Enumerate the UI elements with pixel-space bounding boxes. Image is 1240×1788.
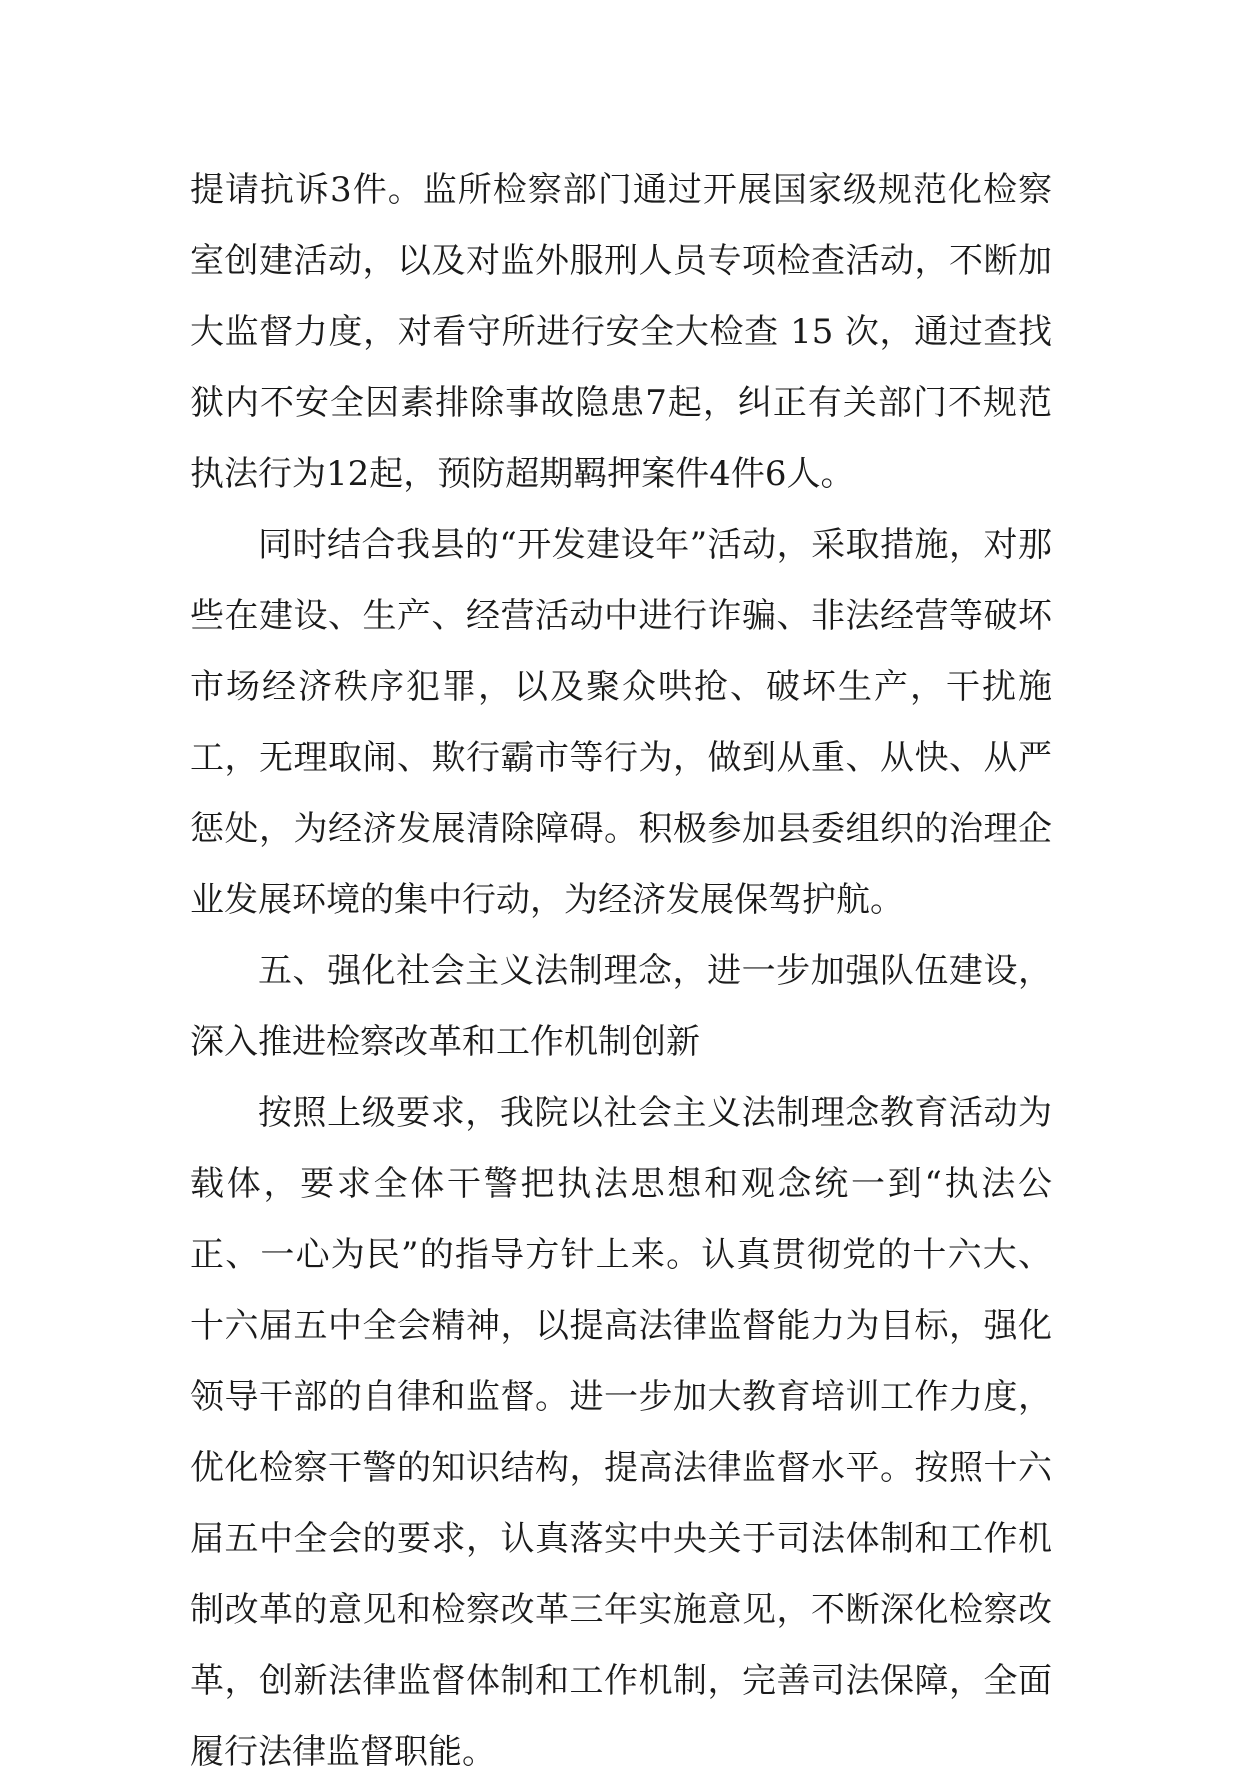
paragraph-team-building: 按照上级要求，我院以社会主义法制理念教育活动为载体，要求全体干警把执法思想和观念统一到“执法公正、一心为民”的指导方针上来。认真贯彻党的十六大、十六届五中全会精神，以提高法律监督能力为目标，强化领导干部的自律和监督。进一步加大教育培训工作力度，优化检察干警的知识结构，提高法律监督水平。按照十六届五中全会的要求，认真落实中央关于司法体制和工作机制改革的意见和检察改革三年实施意见，不断深化检察改革，创新法律监督体制和工作机制，完善司法保障，全面履行法律监督职能。 — [190, 1093, 1052, 1772]
section-heading-five: 五、强化社会主义法制理念，进一步加强队伍建设，深入推进检察改革和工作机制创新 — [190, 951, 1052, 1062]
paragraph-development-year: 同时结合我县的“开发建设年”活动，采取措施，对那些在建设、生产、经营活动中进行诈骗、非法经营等破坏市场经济秩序犯罪，以及聚众哄抢、破坏生产，干扰施工，无理取闹、欺行霸市等行为，做到从重、从快、从严惩处，为经济发展清除障碍。积极参加县委组织的治理企业发展环境的集中行动，为经济发展保驾护航。 — [190, 525, 1052, 920]
document-body — [190, 155, 1052, 1788]
paragraph-continuation: 提请抗诉3件。监所检察部门通过开展国家级规范化检察室创建活动，以及对监外服刑人员专项检查活动，不断加大监督力度，对看守所进行安全大检查 15 次，通过查找狱内不安全因素排除事故隐患7起，纠正有关部门不规范执法行为12起，预防超期羁押案件4件6人。 — [190, 170, 1052, 494]
